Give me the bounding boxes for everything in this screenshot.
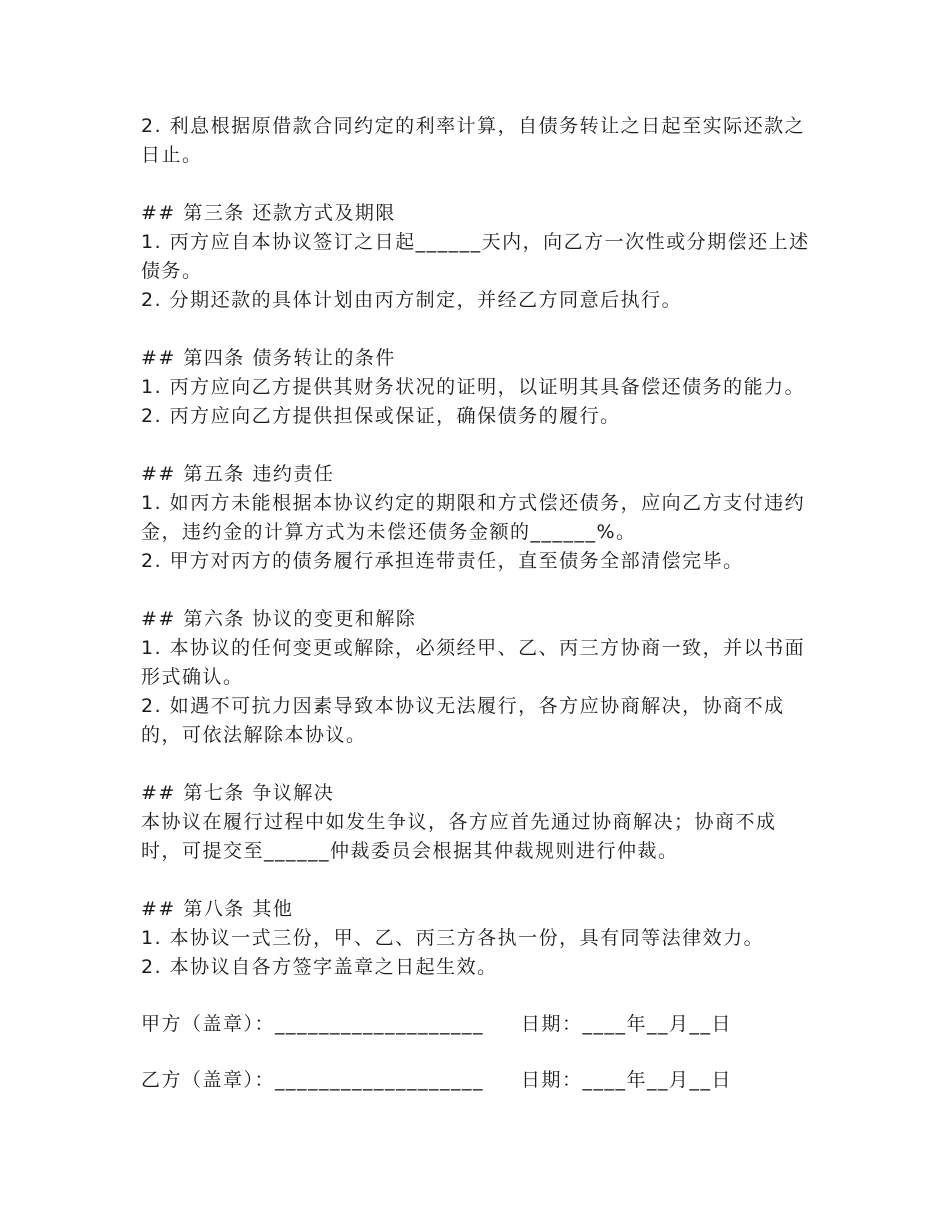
- section-heading: ## 第六条 协议的变更和解除: [141, 608, 417, 630]
- paragraph-gap: [141, 170, 811, 199]
- paragraph-gap: [141, 315, 811, 344]
- paragraph: 2. 如遇不可抗力因素导致本协议无法履行，各方应协商解决，协商不成的，可依法解除本协议。: [141, 695, 785, 746]
- paragraph: 2. 甲方对丙方的债务履行承担连带责任，直至债务全部清偿完毕。: [141, 550, 744, 572]
- section-heading: ## 第四条 债务转让的条件: [141, 347, 396, 369]
- signature-row-party-b: [141, 1066, 811, 1095]
- document-body: [141, 112, 811, 982]
- paragraph: 2. 丙方应向乙方提供担保或保证，确保债务的履行。: [141, 405, 621, 427]
- paragraph: 1. 如丙方未能根据本协议约定的期限和方式偿还债务，应向乙方支付违约金，违约金的计算方式为未偿还债务金额的______%。: [141, 492, 806, 543]
- section-heading: ## 第五条 违约责任: [141, 463, 335, 485]
- paragraph-gap: [141, 431, 811, 460]
- paragraph: 1. 丙方应自本协议签订之日起______天内，向乙方一次性或分期偿还上述债务。: [141, 231, 810, 282]
- paragraph: 1. 丙方应向乙方提供其财务状况的证明，以证明其具备偿还债务的能力。: [141, 376, 806, 398]
- signature-gap: [141, 982, 811, 1010]
- party-b-seal-field: 乙方（盖章）：___________________: [141, 1069, 485, 1091]
- paragraph: 1. 本协议的任何变更或解除，必须经甲、乙、丙三方协商一致，并以书面形式确认。: [141, 637, 806, 688]
- paragraph: 1. 本协议一式三份，甲、乙、丙三方各执一份，具有同等法律效力。: [141, 927, 765, 949]
- paragraph: 本协议在履行过程中如发生争议，各方应首先通过协商解决；协商不成时，可提交至______仲裁委员会根据其仲裁规则进行仲裁。: [141, 811, 777, 862]
- party-a-seal-field: 甲方（盖章）：___________________: [141, 1013, 485, 1035]
- party-a-date-field: 日期：____年__月__日: [521, 1013, 733, 1035]
- signature-gap: [141, 1039, 811, 1066]
- signature-row-party-a: [141, 1010, 811, 1039]
- paragraph: 2. 分期还款的具体计划由丙方制定，并经乙方同意后执行。: [141, 289, 683, 311]
- paragraph-gap: [141, 750, 811, 779]
- document-page: [141, 112, 811, 1095]
- section-heading: ## 第七条 争议解决: [141, 782, 335, 804]
- paragraph-gap: [141, 866, 811, 895]
- paragraph: 2. 利息根据原借款合同约定的利率计算，自债务转让之日起至实际还款之日止。: [141, 115, 806, 166]
- paragraph: 2. 本协议自各方签字盖章之日起生效。: [141, 956, 498, 978]
- section-heading: ## 第八条 其他: [141, 898, 294, 920]
- party-b-date-field: 日期：____年__月__日: [521, 1069, 733, 1091]
- paragraph-gap: [141, 576, 811, 605]
- section-heading: ## 第三条 还款方式及期限: [141, 202, 396, 224]
